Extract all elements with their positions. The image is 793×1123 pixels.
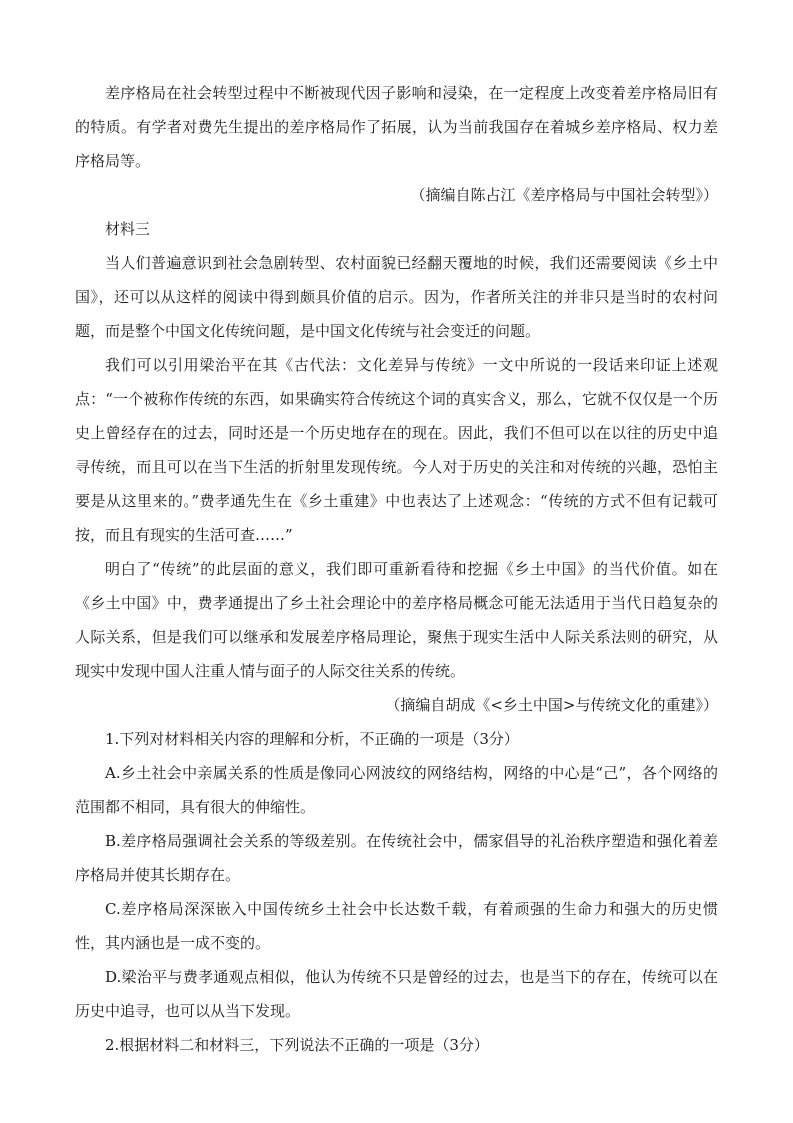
question-1-option-d: D.梁治平与费孝通观点相似，他认为传统不只是曾经的过去，也是当下的存在，传统可以在历史中追寻，也可以从当下发现。 — [75, 968, 718, 1020]
question-1-option-a: A.乡土社会中亲属关系的性质是像同心网波纹的网络结构，网络的中心是“己”，各个网络的范围都不相同，具有很大的伸缩性。 — [75, 764, 718, 816]
material-3-heading: 材料三 — [105, 220, 151, 238]
source-citation-2: （摘编自胡成《<乡土中国>与传统文化的重建》） — [385, 696, 718, 714]
paragraph-top: 差序格局在社会转型过程中不断被现代因子影响和浸染，在一定程度上改变着差序格局旧有的特质。有学者对费先生提出的差序格局作了拓展，认为当前我国存在着城乡差序格局、权力差序格局等。 — [75, 84, 718, 170]
question-1-option-c: C.差序格局深深嵌入中国传统乡土社会中长达数千载，有着顽强的生命力和强大的历史惯性，其内涵也是一成不变的。 — [75, 900, 718, 952]
source-citation-1: （摘编自陈占江《差序格局与中国社会转型》） — [410, 186, 718, 204]
material-3-paragraph-2: 我们可以引用梁治平在其《古代法：文化差异与传统》一文中所说的一段话来印证上述观点：“一个被称作传统的东西，如果确实符合传统这个词的真实含义，那么，它就不仅仅是一个历史上曾经存在的过去，同时还是一个历史地存在的现在。因此，我们不但可以在以往的历史中追寻传统，而且可以在当下生活的折射里发现传统。今人对于历史的关注和对传统的兴趣，恐怕主要是从这里来的。”费孝通先生在《乡土重建》中也表达了上述观念：“传统的方式不但有记载可按，而且有现实的生活可查……” — [75, 356, 718, 544]
document-page — [75, 76, 718, 1062]
material-3-paragraph-1: 当人们普遍意识到社会急剧转型、农村面貌已经翻天覆地的时候，我们还需要阅读《乡土中国》，还可以从这样的阅读中得到颇具价值的启示。因为，作者所关注的并非只是当时的农村问题，而是整个中国文化传统问题，是中国文化传统与社会变迁的问题。 — [75, 254, 718, 340]
question-1-stem: 1.下列对材料相关内容的理解和分析，不正确的一项是（3分） — [105, 730, 519, 748]
question-2-stem: 2.根据材料二和材料三，下列说法不正确的一项是（3分） — [105, 1036, 489, 1054]
question-1-option-b: B.差序格局强调社会关系的等级差别。在传统社会中，儒家倡导的礼治秩序塑造和强化着差序格局并使其长期存在。 — [75, 832, 718, 884]
material-3-paragraph-3: 明白了“传统”的此层面的意义，我们即可重新看待和挖掘《乡土中国》的当代价值。如在《乡土中国》中，费孝通提出了乡土社会理论中的差序格局概念可能无法适用于当代日趋复杂的人际关系，但是我们可以继承和发展差序格局理论，聚焦于现实生活中人际关系法则的研究，从现实中发现中国人注重人情与面子的人际交往关系的传统。 — [75, 560, 718, 680]
